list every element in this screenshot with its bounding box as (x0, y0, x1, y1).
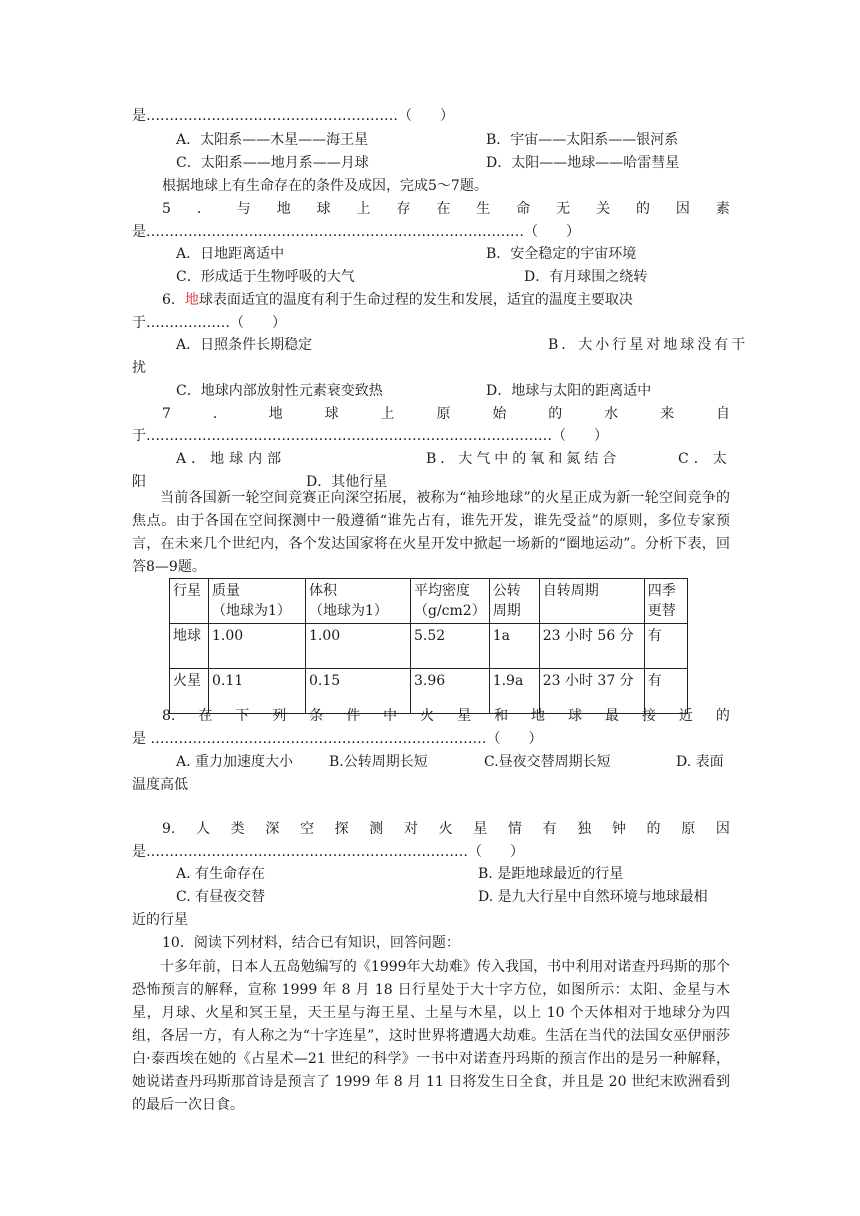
q9-word: 人 (196, 821, 211, 837)
q6-answer-line: 于………………（ ） (132, 315, 286, 331)
q5-word: 因 (675, 201, 690, 217)
table-cell: 火星 (170, 669, 209, 714)
q6-stem-text: 球表面适宜的温度有利于生命过程的发生和发展，适宜的温度主要取决 (198, 292, 633, 308)
q8-answer-line: 是 ………………………………………………………………（ ） (132, 731, 543, 747)
q8-word: 件 (346, 708, 361, 724)
q7-option-b: B．大气中的氧和氮结合 (426, 451, 621, 467)
q5-word: 素 (715, 201, 730, 217)
q9-option-b: B. 是距地球最近的行星 (478, 866, 624, 882)
q5-word: 在 (436, 201, 451, 217)
q5-word: 命 (516, 201, 531, 217)
q5-option-d: D．有月球围之绕转 (524, 269, 648, 285)
mars-intro-paragraph: 当前各国新一轮空间竞赛正向深空拓展，被称为“袖珍地球”的火星正成为新一轮空间竞争的焦点。由于各国在空间探测中一般遵循“谁先占有，谁先开发，谁先受益”的原则，多位专家预言，在未来几个世纪内，各个发达国家将在火星开发中掀起一场新的“圈地运动”。分析下表，回答8—9题。 (132, 490, 730, 575)
q5-word: 关 (596, 201, 611, 217)
q5-option-c: C．形成适于生物呼吸的大气 (176, 269, 355, 285)
q9-word: 类 (230, 821, 245, 837)
q5-word: 的 (635, 201, 650, 217)
q5-word: 地 (276, 201, 291, 217)
q9-word: 火 (438, 821, 453, 837)
q7-option-d: D．其他行星 (306, 474, 388, 490)
q7-word: 球 (324, 406, 339, 422)
q9-word: 星 (473, 821, 488, 837)
table-cell: 23 小时 56 分 (539, 624, 644, 669)
q8-option-d: D. 表面 (676, 754, 724, 770)
q9-option-d-wrap: 近的行星 (132, 912, 188, 928)
table-header-cell: 质量 （地球为1） (209, 579, 306, 624)
table-header-cell: 平均密度 （g/cm2） (411, 579, 490, 624)
q6-option-c: C．地球内部放射性元素衰变致热 (176, 383, 383, 399)
table-header-cell: 体积 （地球为1） (306, 579, 411, 624)
q7-word: 原 (436, 406, 451, 422)
q8-word: 条 (309, 708, 324, 724)
q8-option-d-wrap: 温度高低 (132, 777, 188, 793)
q4-option-c: C．太阳系——地月系——月球 (176, 155, 369, 171)
q6-option-b-wrap: 扰 (132, 360, 146, 376)
q7-word: 水 (604, 406, 619, 422)
q9-option-c: C. 有昼夜交替 (176, 889, 266, 905)
q8-word: 地 (531, 708, 546, 724)
q5-stem-line (162, 199, 730, 219)
q9-option-d: D. 是九大行星中自然环境与地球最相 (478, 889, 708, 905)
table-header-cell: 行星 (170, 579, 209, 624)
q8-word: 在 (198, 708, 213, 724)
q9-word: 空 (299, 821, 314, 837)
q8-word: 近 (678, 708, 693, 724)
q8-word: 8. (162, 708, 176, 724)
q6-option-d: D．地球与太阳的距离适中 (486, 383, 652, 399)
q9-word: 的 (646, 821, 661, 837)
table-header-cell: 自转周期 (539, 579, 644, 624)
table-row (170, 624, 688, 669)
q8-word: 接 (641, 708, 656, 724)
q5-word: 5 (162, 201, 171, 217)
q9-word: 有 (542, 821, 557, 837)
q5-answer-line: 是………………………………………………………………………（ ） (132, 224, 580, 240)
q7-option-c-wrap: 阳 (132, 474, 146, 490)
q4-option-d: D．太阳——地球——哈雷彗星 (486, 155, 680, 171)
intro-5-7: 根据地球上有生命存在的条件及成因，完成5～7题。 (162, 178, 488, 194)
table-cell: 有 (644, 669, 687, 714)
table-header-row (170, 579, 688, 624)
table-cell: 23 小时 37 分 (539, 669, 644, 714)
q5-word: ． (196, 201, 211, 217)
q8-word: 星 (457, 708, 472, 724)
q6-highlight-char: 地 (184, 292, 199, 308)
q8-option-b: B.公转周期长短 (329, 754, 428, 770)
q9-word: 情 (507, 821, 522, 837)
q5-word: 球 (316, 201, 331, 217)
q7-option-a: A．地球内部 (176, 451, 287, 467)
q9-answer-line: 是……………………………………………………………（ ） (132, 844, 524, 860)
table-cell: 地球 (170, 624, 209, 669)
table-header-cell: 四季 更替 (644, 579, 687, 624)
table-cell: 0.15 (306, 669, 411, 714)
q8-word: 中 (383, 708, 398, 724)
table-cell: 1.9a (489, 669, 539, 714)
q9-word: 探 (334, 821, 349, 837)
q8-word: 火 (420, 708, 435, 724)
q7-answer-line: 于……………………………………………………………………………（ ） (132, 428, 608, 444)
q6-option-b: B．大小行星对地球没有干 (548, 337, 749, 353)
q10-material-paragraph: 十多年前，日本人五岛勉编写的《1999年大劫难》传入我国，书中利用对诺查丹玛斯的那个恐怖预言的解释，宣称 1999 年 8 月 18 日行星处于大十字方位，如图所示：太阳、金星与木星，月球、火星和冥王星，天王星与海王星、土星与木星，以上 10 个天体相对于地球分为四组，各居一方，有人称之为“十字连星”，这时世界将遭遇大劫难。生活在当代的法国女巫伊丽莎白·泰西埃在她的《占星术—21 世纪的科学》一书中对诺查丹玛斯的预言作出的是另一种解释，她说诺查丹玛斯那首诗是预言了 1999 年 8 月 11 日将发生日全食，并且是 20 世纪末欧洲看到的最后一次日食。 (132, 959, 730, 1113)
q7-word: 自 (715, 406, 730, 422)
table-cell: 1.00 (209, 624, 306, 669)
q5-option-b: B．安全稳定的宇宙环境 (486, 246, 637, 262)
q9-word: 测 (369, 821, 384, 837)
planet-comparison-table (169, 578, 688, 714)
q8-word: 球 (568, 708, 583, 724)
q8-word: 的 (715, 708, 730, 724)
q5-word: 上 (356, 201, 371, 217)
q7-word: 地 (268, 406, 283, 422)
q6-option-a: A．日照条件长期稳定 (176, 337, 313, 353)
q8-word: 列 (272, 708, 287, 724)
q4-answer-line: 是………………………………………………（ ） (132, 108, 454, 124)
table-cell: 有 (644, 624, 687, 669)
table-cell: 1.00 (306, 624, 411, 669)
q7-word: 始 (492, 406, 507, 422)
q7-stem-line (162, 404, 730, 424)
q5-option-a: A．日地距离适中 (176, 246, 285, 262)
table-cell: 0.11 (209, 669, 306, 714)
q6-stem (162, 290, 633, 310)
table-cell: 1a (489, 624, 539, 669)
q9-word: 深 (265, 821, 280, 837)
q4-option-a: A．太阳系——木星——海王星 (176, 132, 369, 148)
q8-stem-line (162, 706, 730, 726)
q9-word: 原 (681, 821, 696, 837)
q6-number: 6． (162, 292, 185, 308)
q8-word: 下 (235, 708, 250, 724)
q5-word: 与 (236, 201, 251, 217)
q9-word: 因 (715, 821, 730, 837)
q9-word: 钟 (611, 821, 626, 837)
q7-word: 来 (660, 406, 675, 422)
q8-word: 最 (604, 708, 619, 724)
table-header-cell: 公转 周期 (489, 579, 539, 624)
table-cell: 3.96 (411, 669, 490, 714)
q7-word: 上 (380, 406, 395, 422)
q9-option-a: A. 有生命存在 (176, 866, 266, 882)
q7-word: 的 (548, 406, 563, 422)
table-cell: 5.52 (411, 624, 490, 669)
q8-option-c: C.昼夜交替周期长短 (484, 754, 611, 770)
q9-word: 独 (577, 821, 592, 837)
q4-option-b: B．宇宙——太阳系——银河系 (486, 132, 679, 148)
q7-word: ． (212, 406, 227, 422)
q5-word: 存 (396, 201, 411, 217)
q9-word: 对 (403, 821, 418, 837)
q7-option-c: C．太 (678, 451, 732, 467)
q9-stem-line (162, 819, 730, 839)
q5-word: 生 (476, 201, 491, 217)
q9-word: 9. (162, 821, 176, 837)
q8-word: 和 (494, 708, 509, 724)
q10-title: 10．阅读下列材料，结合已有知识，回答问题： (162, 935, 460, 951)
q7-word: 7 (162, 406, 171, 422)
q8-option-a: A. 重力加速度大小 (176, 754, 294, 770)
q5-word: 无 (556, 201, 571, 217)
